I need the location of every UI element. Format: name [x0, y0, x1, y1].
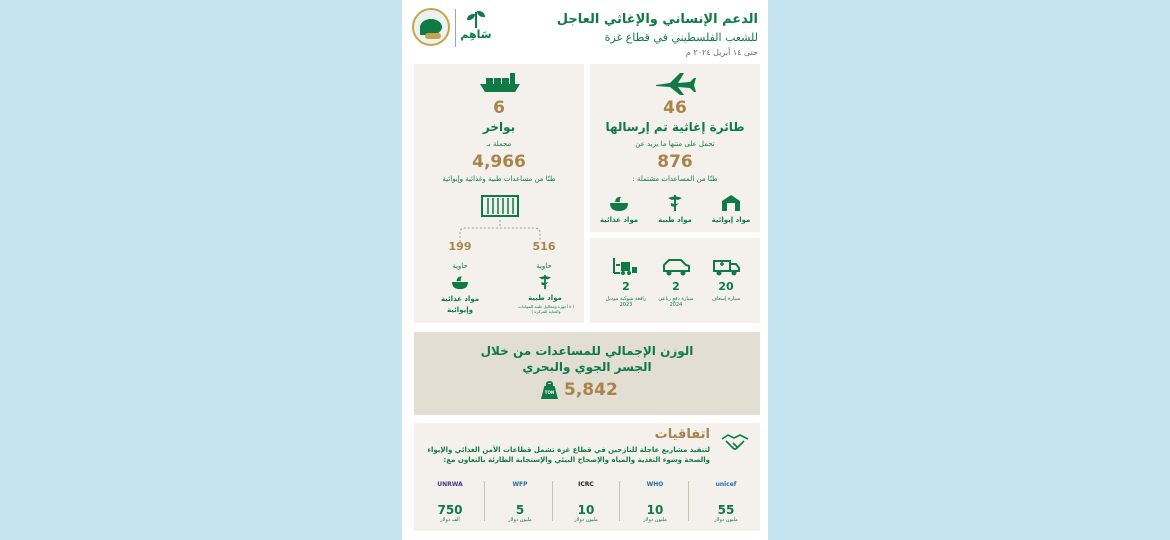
- food-containers-unit: حاوية: [452, 262, 468, 270]
- air-tons: 876: [657, 152, 693, 172]
- container-icon: [480, 194, 520, 218]
- agreements-title: اتفاقيات: [654, 427, 710, 442]
- handshake-icon: [720, 429, 750, 457]
- divider: [552, 481, 553, 521]
- who-unit: مليون دولار: [643, 517, 667, 523]
- total-weight-line2: الجسر الجوي والبحري: [522, 360, 652, 374]
- forklift-label: رافعة شوكية موديل 2023: [605, 296, 647, 308]
- air-bridge-panel: [590, 64, 760, 232]
- air-item-medical: مواد طبية: [658, 216, 692, 224]
- food-containers-label: مواد غذائية وإيوائية: [440, 295, 480, 314]
- sea-bridge-panel: [414, 64, 584, 323]
- medical-icon: [536, 274, 554, 290]
- total-weight-panel: [414, 332, 760, 415]
- planes-carry-text: تحمل على متنها ما يزيد عن: [635, 140, 715, 148]
- food-bowl-icon: [609, 194, 629, 212]
- ship-icon: [478, 70, 522, 94]
- medical-containers-count: 516: [532, 240, 556, 253]
- sahem-logo: [460, 8, 492, 46]
- air-item-food: مواد غذائية: [599, 216, 639, 224]
- weight-icon: [541, 381, 558, 399]
- unicef-unit: مليون دولار: [714, 517, 738, 523]
- wfp-item: [498, 481, 542, 525]
- unicef-logo: unicef: [715, 481, 737, 488]
- shelter-icon: [721, 194, 741, 212]
- page-subtitle: للشعب الفلسطيني في قطاع غزة: [604, 31, 758, 44]
- vehicles-panel: [590, 238, 760, 323]
- food-containers-count: 199: [448, 240, 472, 253]
- agreements-text1: لتنفيذ مشاريع عاجلة للنازحين في قطاع غزة تشمل قطاعات الأمن الغذائي والإيواء: [427, 446, 710, 454]
- divider: [455, 9, 456, 47]
- suv-label: سيارة دفع رباعي 2024: [658, 296, 694, 308]
- header: [402, 0, 768, 62]
- infographic-sheet: [402, 0, 768, 540]
- unicef-amount: 55: [717, 503, 735, 517]
- suv-icon: [662, 258, 690, 276]
- divider: [484, 481, 485, 521]
- ksrelief-logo: [412, 8, 450, 46]
- food-bowl-icon: [451, 274, 469, 290]
- total-weight-line1: الوزن الإجمالي للمساعدات من خلال: [480, 344, 694, 358]
- medical-containers-unit: حاوية: [536, 262, 552, 270]
- ton-badge: TON: [544, 390, 555, 395]
- sahem-logo-word: سَاهِم: [460, 28, 492, 41]
- page-title: الدعم الإنساني والإغاثي العاجل: [556, 12, 758, 27]
- medical-icon: [665, 194, 685, 212]
- ships-carry-text: محملة بـ: [486, 140, 512, 148]
- who-item: [633, 481, 677, 525]
- icrc-unit: مليون دولار: [574, 517, 598, 523]
- airplane-icon: [654, 70, 696, 96]
- unrwa-logo: UNRWA: [437, 481, 463, 488]
- wfp-unit: مليون دولار: [508, 517, 532, 523]
- icrc-item: [564, 481, 608, 525]
- unrwa-amount: 750: [437, 503, 463, 517]
- wfp-amount: 5: [515, 503, 525, 517]
- air-tons-label: طنًا من المساعدات مشتملة :: [632, 175, 718, 183]
- planes-count: 46: [663, 98, 687, 118]
- total-weight-value: 5,842: [564, 380, 618, 400]
- ambulance-icon: [712, 258, 740, 276]
- ambulance-count: 20: [718, 280, 734, 293]
- medical-containers-label: مواد طبية: [528, 294, 562, 302]
- ambulance-label: سيارة إسعاف: [711, 296, 741, 302]
- date-label: حتى ١٤ أبريل ٢٠٢٤ م: [685, 48, 758, 57]
- icrc-logo: ICRC: [578, 481, 594, 488]
- air-item-shelter: مواد إيوائية: [711, 216, 751, 224]
- icrc-amount: 10: [577, 503, 595, 517]
- sea-tons: 4,966: [472, 152, 526, 172]
- who-amount: 10: [646, 503, 664, 517]
- agreements-panel: [414, 423, 760, 531]
- medical-containers-note: ( ٨ أجهزة ومحاليل طبية للمولدات والعناية المركزة ): [517, 304, 574, 314]
- split-connector: [454, 220, 546, 242]
- suv-count: 2: [672, 280, 680, 293]
- who-logo: WHO: [646, 481, 664, 488]
- forklift-icon: [612, 256, 638, 276]
- wfp-logo: WFP: [512, 481, 528, 488]
- ships-title: بواخر: [482, 120, 516, 134]
- unicef-item: [704, 481, 748, 525]
- sea-tons-label: طنًا من مساعدات طبية وغذائية وإيوائية: [442, 175, 556, 183]
- unrwa-unit: ألف دولار: [440, 517, 460, 523]
- divider: [619, 481, 620, 521]
- unrwa-item: [428, 481, 472, 525]
- divider: [688, 481, 689, 521]
- agreements-text2: والصحة وسوء التغذية والمياه والإصحاح البيئي والإستجابة الطارئة بالتعاون مع:: [443, 456, 710, 464]
- forklift-count: 2: [622, 280, 630, 293]
- ships-count: 6: [493, 98, 505, 118]
- planes-title: طائرة إغاثية تم إرسالها: [605, 120, 745, 134]
